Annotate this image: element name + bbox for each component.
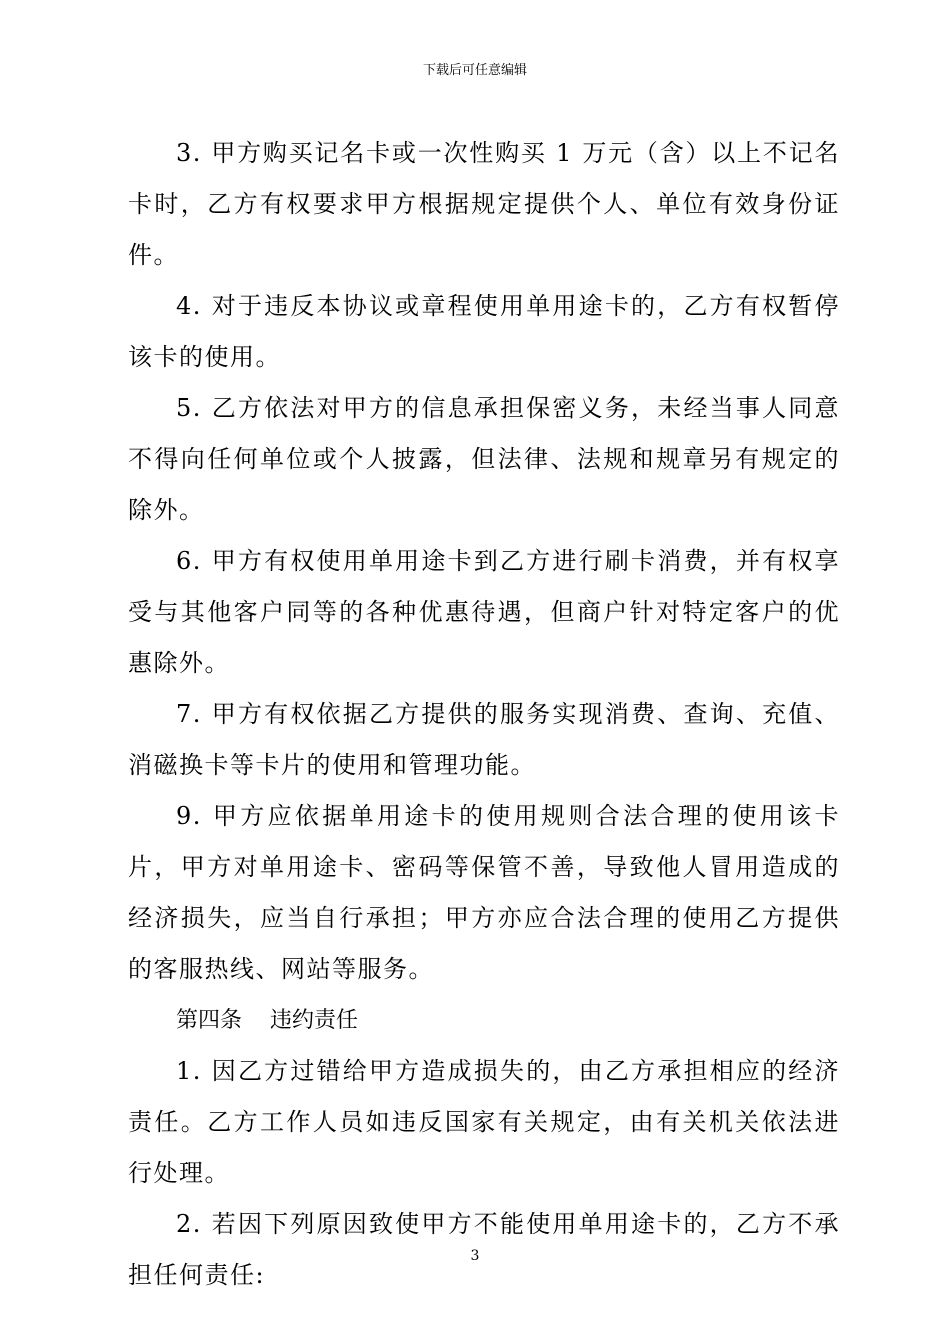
clause-5: 5. 乙方依法对甲方的信息承担保密义务，未经当事人同意不得向任何单位或个人披露，但法律、法规和规章另有规定的除外。: [128, 394, 840, 524]
clause-9: 9. 甲方应依据单用途卡的使用规则合法合理的使用该卡片，甲方对单用途卡、密码等保管不善，导致他人冒用造成的经济损失，应当自行承担；甲方亦应合法合理的使用乙方提供的客服热线、网站等服务。: [128, 802, 840, 983]
document-body: [128, 128, 840, 1301]
liability-clause-2: 2. 若因下列原因致使甲方不能使用单用途卡的，乙方不承担任何责任:: [128, 1210, 840, 1289]
clause-4: 4. 对于违反本协议或章程使用单用途卡的，乙方有权暂停该卡的使用。: [128, 292, 840, 371]
clause-7: 7. 甲方有权依据乙方提供的服务实现消费、查询、充值、消磁换卡等卡片的使用和管理功能。: [128, 700, 840, 779]
clause-3: 3. 甲方购买记名卡或一次性购买 1 万元（含）以上不记名卡时，乙方有权要求甲方根据规定提供个人、单位有效身份证件。: [128, 139, 840, 269]
liability-clause-1: 1. 因乙方过错给甲方造成损失的，由乙方承担相应的经济责任。乙方工作人员如违反国家有关规定，由有关机关依法进行处理。: [128, 1057, 840, 1187]
page-header: 下载后可任意编辑: [422, 63, 527, 78]
page-number: 3: [470, 1248, 480, 1264]
section-heading: 第四条 违约责任: [176, 1008, 358, 1033]
clause-6: 6. 甲方有权使用单用途卡到乙方进行刷卡消费，并有权享受与其他客户同等的各种优惠待遇，但商户针对特定客户的优惠除外。: [128, 547, 840, 677]
